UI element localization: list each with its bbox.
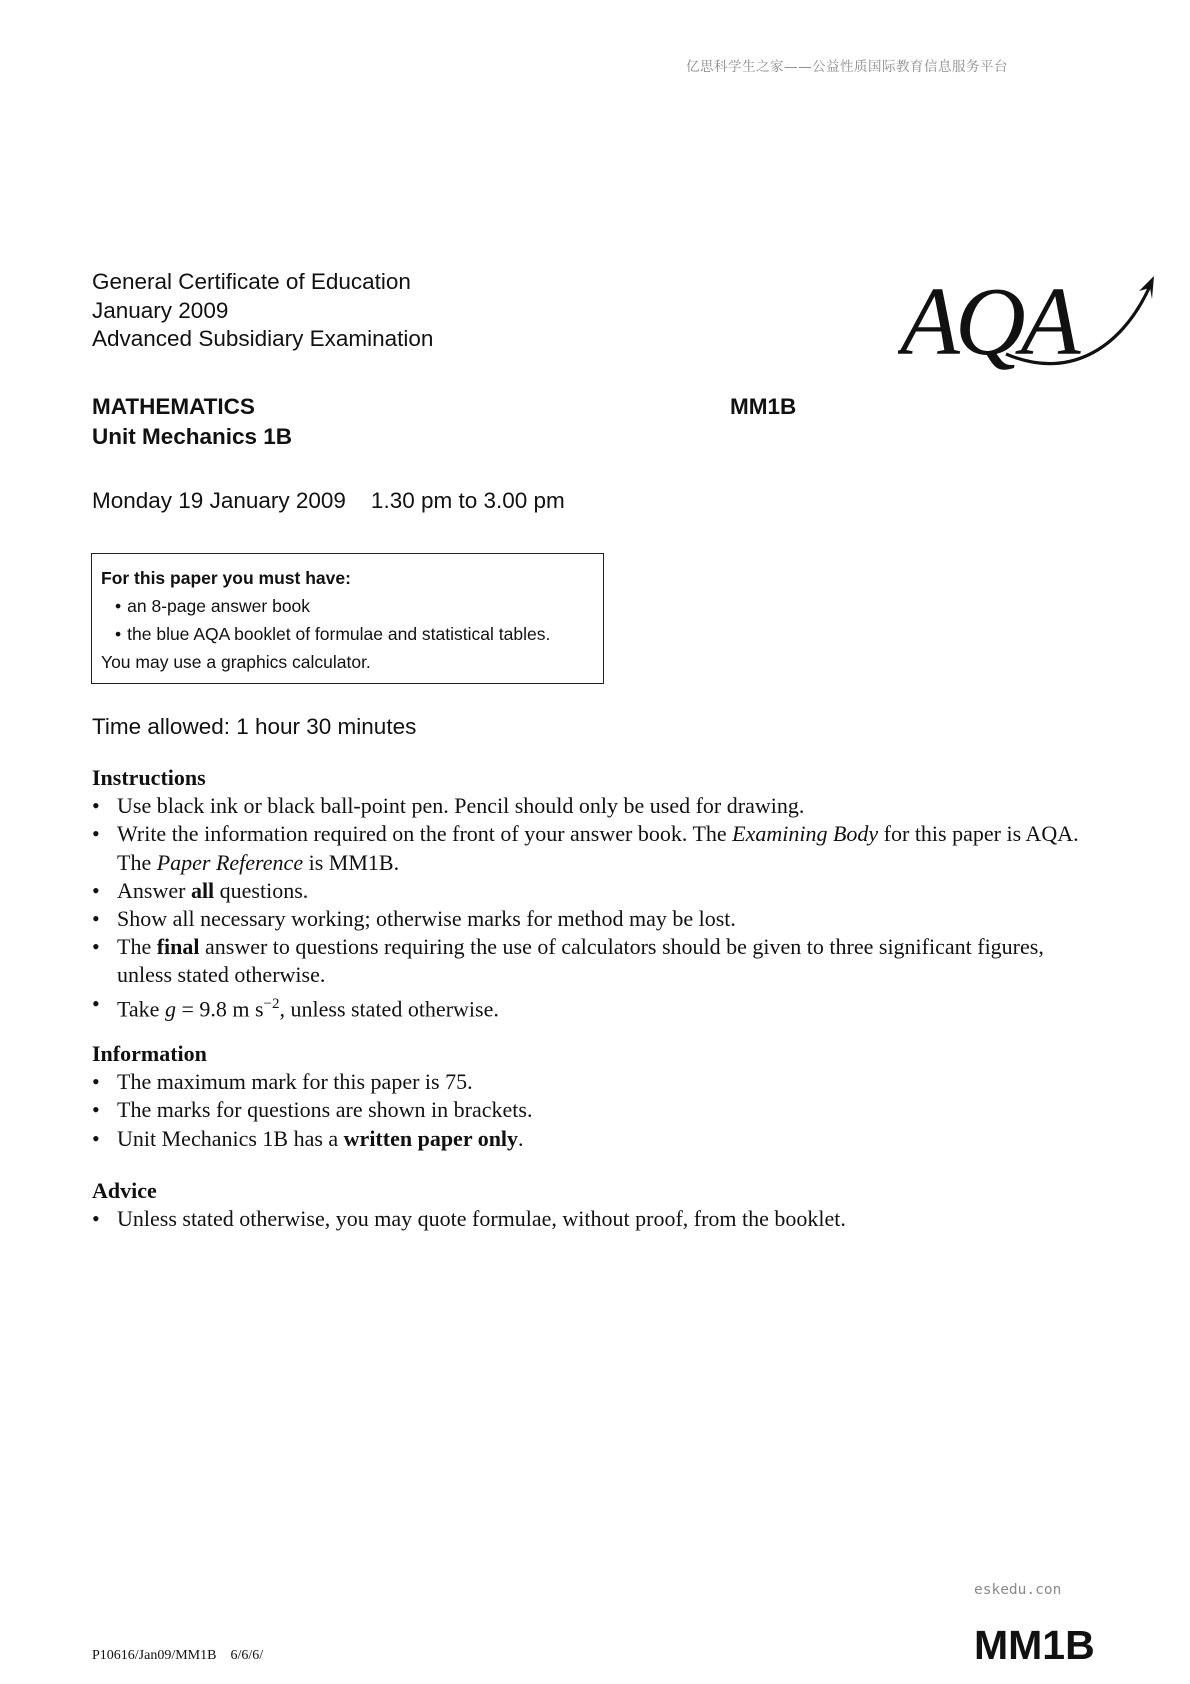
instruction-item: • Use black ink or black ball-point pen. Pencil should only be used for drawing. (92, 792, 1092, 820)
bullet-icon: • (92, 990, 100, 1016)
subject-title: MATHEMATICS (92, 394, 255, 419)
advice-list (92, 1205, 1092, 1233)
instructions-heading: Instructions (92, 765, 206, 790)
bullet-icon: • (92, 1097, 100, 1123)
exam-header (92, 268, 433, 354)
advice-heading: Advice (92, 1178, 157, 1203)
level-line: Advanced Subsidiary Examination (92, 326, 434, 351)
footer-paper-code: MM1B (974, 1622, 1095, 1668)
information-item: • The marks for questions are shown in brackets. (92, 1096, 1092, 1124)
watermark-top: 亿思科学生之家——公益性质国际教育信息服务平台 (686, 59, 1008, 75)
advice-section (92, 1177, 1092, 1233)
calculator-note: You may use a graphics calculator. (101, 652, 371, 672)
requirements-box (91, 553, 604, 684)
instructions-section (92, 764, 1092, 1023)
advice-item: • Unless stated otherwise, you may quote formulae, without proof, from the booklet. (92, 1205, 1092, 1233)
paper-reference: P10616/Jan09/MM1B 6/6/6/ (92, 1648, 264, 1663)
instruction-item: • Answer all questions. (92, 877, 1092, 905)
instruction-item: • Take g = 9.8 m $s^{-2}$, unless stated otherwise. (92, 990, 499, 1021)
bullet-icon: • (92, 793, 100, 819)
aqa-logo (898, 272, 1160, 376)
time-allowed: Time allowed: 1 hour 30 minutes (92, 714, 417, 739)
bullet-icon: • (92, 1206, 100, 1232)
instruction-item: • Show all necessary working; otherwise marks for method may be lost. (92, 905, 1092, 933)
bullet-icon: • (115, 624, 122, 644)
requirements-title: For this paper you must have: (101, 568, 351, 588)
bullet-icon: • (92, 934, 100, 960)
information-item: • Unit Mechanics 1B has a written paper only. (92, 1125, 1092, 1153)
aqa-logo-text: AQA (900, 272, 1076, 376)
session-line: January 2009 (92, 297, 229, 323)
bullet-icon: • (92, 1069, 100, 1095)
watermark-bottom: eskedu.con (974, 1582, 1062, 1598)
subject-block (92, 392, 292, 452)
unit-title: Unit Mechanics 1B (92, 424, 293, 449)
instruction-item: • The final answer to questions requiring the use of calculators should be given to three significant figures, unless stated otherwise. (92, 934, 1044, 988)
bullet-icon: • (92, 821, 100, 847)
information-list (92, 1068, 1092, 1153)
information-section (92, 1040, 1092, 1153)
bullet-icon: • (92, 1125, 100, 1151)
information-heading: Information (92, 1041, 207, 1066)
exam-date-time: Monday 19 January 2009 1.30 pm to 3.00 pm (92, 488, 565, 513)
bullet-icon: • (115, 596, 122, 616)
bullet-icon: • (92, 877, 100, 903)
instructions-list (92, 792, 1092, 1023)
bullet-icon: • (92, 906, 100, 932)
qualification-line: General Certificate of Education (92, 269, 411, 294)
requirement-item: • the blue AQA booklet of formulae and statistical tables. (115, 624, 551, 644)
paper-code: MM1B (730, 394, 797, 419)
information-item: • The maximum mark for this paper is 75. (92, 1068, 1092, 1096)
instruction-item: • Write the information required on the front of your answer book. The Examining Body for this paper is AQA. The Paper Reference is MM1B. (92, 821, 1079, 875)
requirement-item: • an 8-page answer book (115, 596, 311, 616)
